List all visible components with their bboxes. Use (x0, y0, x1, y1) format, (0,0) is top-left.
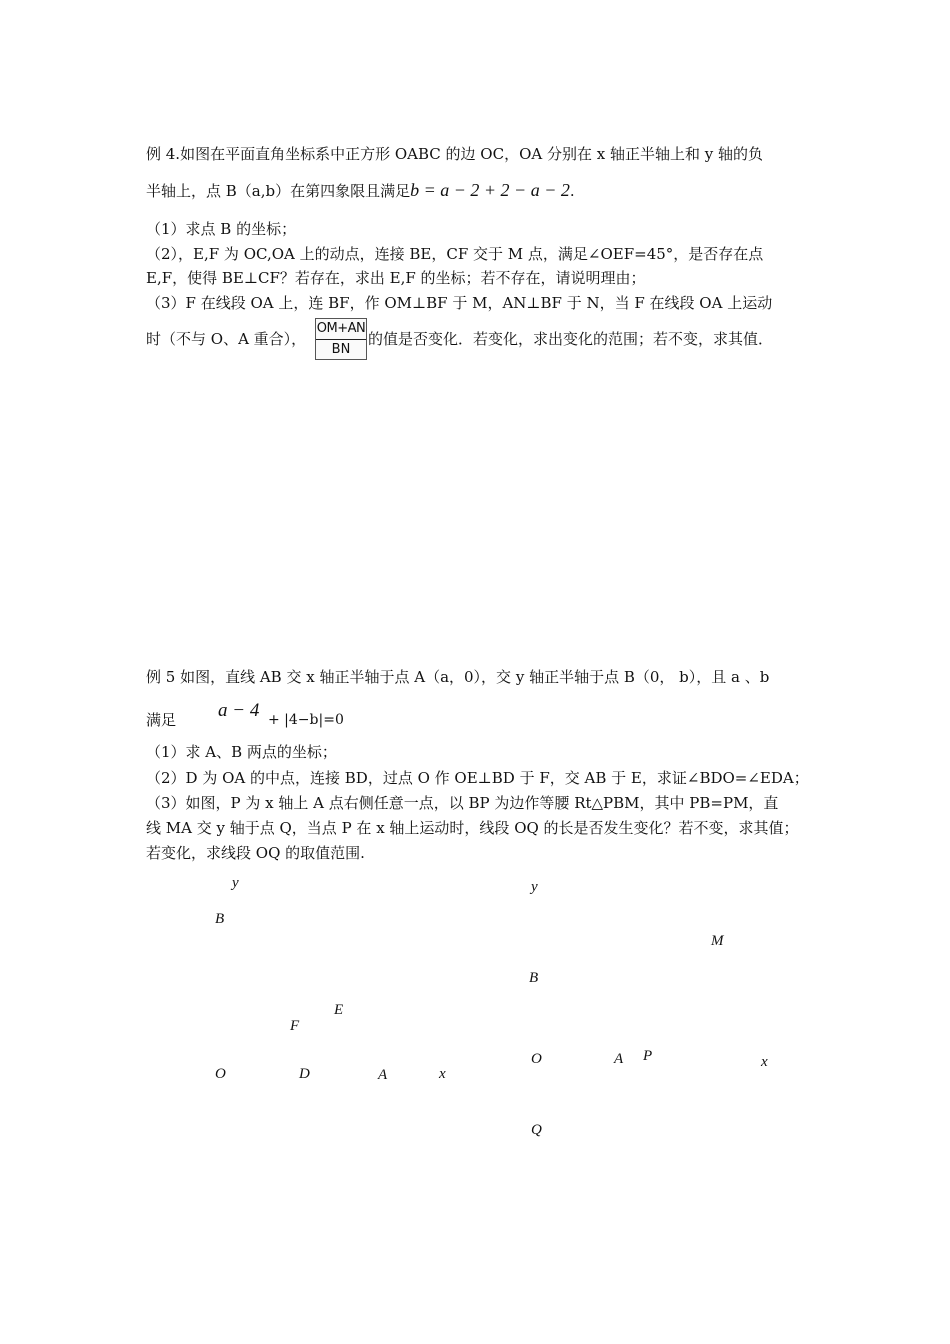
fig1-label-d: D (299, 1066, 310, 1082)
fig1-label-e: E (334, 1002, 344, 1018)
ex4-fraction-denominator: BN (331, 342, 351, 357)
fig2-label-x: x (761, 1054, 768, 1070)
ex4-fraction (315, 318, 367, 360)
ex4-line2-prefix: 半轴上，点 B（a,b）在第四象限且满足 (146, 182, 411, 200)
ex4-fraction-numerator: OM+AN (316, 319, 366, 340)
ex4-formula-end: . (569, 182, 575, 200)
ex4-question-2-line2: E,F，使得 BE⊥CF？若存在，求出 E,F 的坐标；若不存在，请说明理由； (146, 269, 646, 287)
fig1-label-y: y (232, 875, 239, 891)
fig2-label-q: Q (531, 1122, 542, 1138)
ex5-question-3-line2: 线 MA 交 y 轴于点 Q，当点 P 在 x 轴上运动时，线段 OQ 的长是否发生变化？若不变，求其值； (146, 819, 799, 837)
fig1-label-o: O (215, 1066, 226, 1082)
ex4-line1: 例 4.如图在平面直角坐标系中正方形 OABC 的边 OC，OA 分别在 x 轴正半轴上和 y 轴的负 (146, 145, 763, 163)
ex4-question-3-line2-prefix: 时（不与 O、A 重合）， (146, 330, 307, 348)
fig2-label-p: P (643, 1048, 653, 1064)
ex4-question-1: （1）求点 B 的坐标； (146, 220, 297, 238)
ex4-formula: b = a − 2 + 2 − a − 2 (410, 180, 570, 200)
ex4-question-2-line1: （2），E,F 为 OC,OA 上的动点，连接 BE，CF 交于 M 点，满足∠OEF=45°，是否存在点 (146, 245, 764, 263)
fig2-label-a: A (614, 1051, 624, 1067)
fig2-label-b: B (529, 970, 539, 986)
ex5-line1: 例 5 如图，直线 AB 交 x 轴正半轴于点 A（a，0），交 y 轴正半轴于点 B（0， b），且 a 、b (146, 668, 770, 686)
ex5-abs-term: + |4−b|=0 (268, 712, 344, 728)
fig1-label-f: F (290, 1018, 300, 1034)
ex5-question-1: （1）求 A、B 两点的坐标； (146, 743, 337, 761)
ex5-question-3-line1: （3）如图，P 为 x 轴上 A 点右侧任意一点，以 BP 为边作等腰 Rt△PBM，其中 PB=PM，直 (146, 794, 779, 812)
fig1-label-a: A (378, 1067, 388, 1083)
ex5-sqrt-term: a − 4 (218, 700, 260, 721)
ex4-question-3-line2-suffix: 的值是否变化．若变化，求出变化的范围；若不变，求其值． (368, 330, 774, 348)
fig2-label-y: y (531, 879, 538, 895)
ex4-line2 (146, 178, 575, 203)
fig2-label-m: M (711, 933, 724, 949)
ex5-question-2: （2）D 为 OA 的中点，连接 BD，过点 O 作 OE⊥BD 于 F，交 AB 于 E，求证∠BDO=∠EDA； (146, 769, 809, 787)
ex5-line2-prefix: 满足 (146, 711, 177, 729)
fig1-label-x: x (439, 1066, 446, 1082)
fig1-label-b: B (215, 911, 225, 927)
ex5-question-3-line3: 若变化，求线段 OQ 的取值范围. (146, 844, 365, 862)
fig2-label-o: O (531, 1051, 542, 1067)
ex4-question-3-line1: （3）F 在线段 OA 上，连 BF，作 OM⊥BF 于 M，AN⊥BF 于 N，当 F 在线段 OA 上运动 (146, 294, 773, 312)
